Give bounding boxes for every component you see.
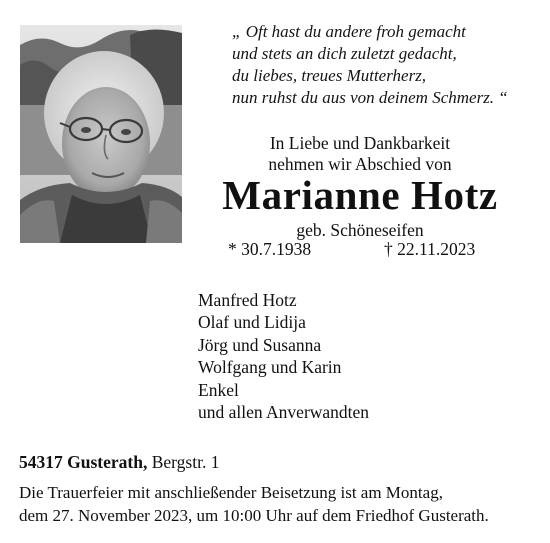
mourner-item: Manfred Hotz bbox=[198, 290, 297, 310]
intro-line-1: In Liebe und Dankbarkeit bbox=[269, 133, 451, 153]
mourner-item: Enkel bbox=[198, 379, 239, 400]
portrait-image bbox=[20, 25, 182, 243]
portrait-photo bbox=[20, 25, 182, 243]
notice-line-2: dem 27. November 2023, um 10:00 Uhr auf dem Friedhof Gusterath. bbox=[19, 505, 489, 525]
poem bbox=[232, 21, 542, 109]
poem-line: du liebes, treues Mutterherz, bbox=[232, 66, 427, 85]
intro-line-2: nehmen wir Abschied von bbox=[268, 154, 452, 174]
mourner-item: Wolfgang und Karin bbox=[198, 357, 342, 378]
mourner-item: und allen Anverwandten bbox=[198, 402, 370, 423]
poem-line: und stets an dich zuletzt gedacht, bbox=[232, 44, 457, 63]
funeral-notice bbox=[19, 482, 539, 527]
deceased-name: Marianne Hotz bbox=[222, 172, 498, 218]
mourners-list bbox=[198, 289, 369, 423]
address-city: 54317 Gusterath, bbox=[19, 452, 148, 472]
address-street: Bergstr. 1 bbox=[151, 452, 220, 472]
notice-line-1: Die Trauerfeier mit anschließender Beisetzung ist am Montag, bbox=[19, 483, 443, 502]
mourner-item: Olaf und Lidija bbox=[198, 312, 306, 333]
maiden-name: geb. Schöneseifen bbox=[296, 220, 424, 240]
address bbox=[19, 451, 219, 473]
death-date: † 22.11.2023 bbox=[384, 239, 476, 259]
birth-date: * 30.7.1938 bbox=[228, 239, 312, 259]
poem-line: nun ruhst du aus von deinem Schmerz. “ bbox=[232, 88, 508, 107]
mourner-item: Jörg und Susanna bbox=[198, 334, 322, 355]
poem-line: „ Oft hast du andere froh gemacht bbox=[232, 22, 466, 41]
